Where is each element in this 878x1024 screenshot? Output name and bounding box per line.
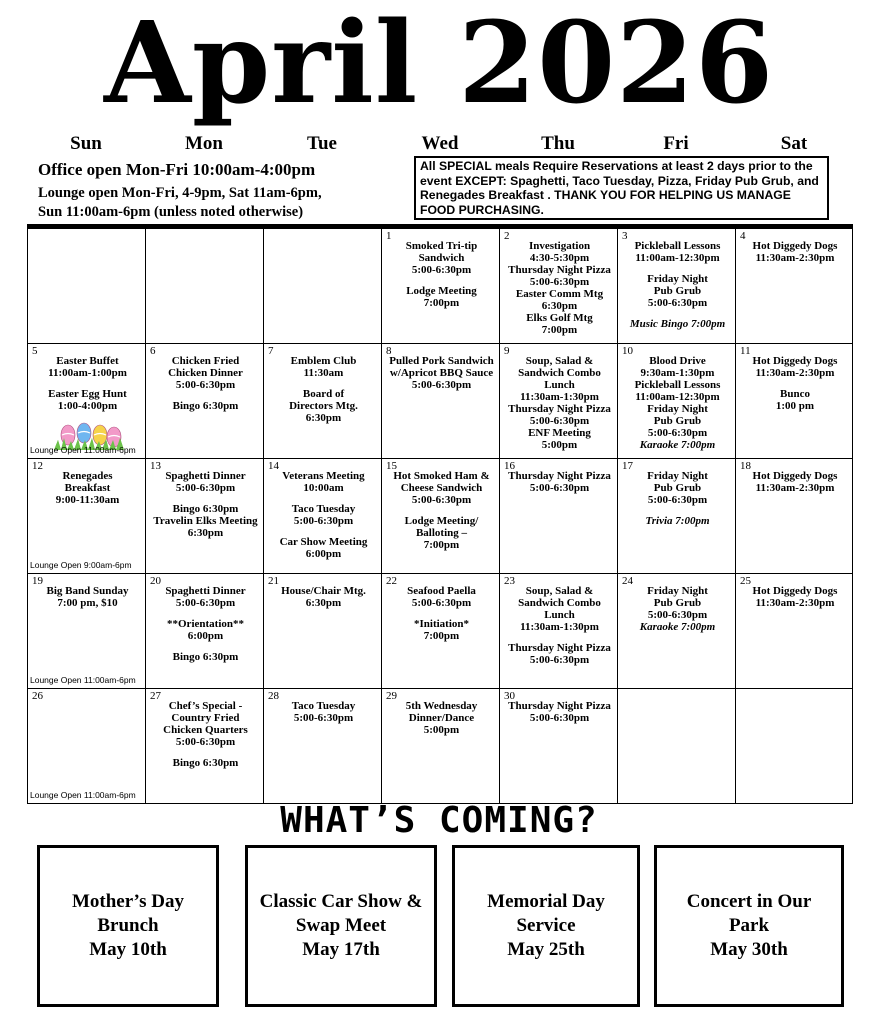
event-line: House/Chair Mtg.	[281, 585, 366, 597]
day-number: 26	[32, 690, 43, 702]
event-line: Elks Golf Mtg	[526, 312, 593, 324]
event-line: Balloting –	[415, 527, 468, 539]
event-line: 5:00-6:30pm	[175, 597, 236, 609]
event-line: Soup, Salad &	[525, 355, 594, 367]
day-events	[386, 585, 497, 642]
day-events	[268, 470, 379, 560]
event-line: Pickleball Lessons	[634, 240, 721, 252]
day-cell-6	[146, 344, 264, 459]
day-cell-30	[500, 689, 618, 804]
event-line: Pub Grub	[653, 285, 702, 297]
upcoming-event-line: May 25th	[507, 939, 585, 960]
day-number: 3	[622, 230, 628, 242]
event-line: Seafood Paella	[407, 585, 476, 597]
upcoming-event-line: May 10th	[89, 939, 167, 960]
day-number: 14	[268, 460, 279, 472]
empty-day-cell	[28, 229, 146, 344]
day-events	[504, 470, 615, 494]
event-line: 9:00-11:30am	[55, 494, 120, 506]
event-line: Chicken Quarters	[163, 724, 248, 736]
weekday-mon: Mon	[185, 133, 223, 154]
day-number: 20	[150, 575, 161, 587]
day-cell-27	[146, 689, 264, 804]
day-cell-18	[736, 459, 853, 574]
day-cell-11	[736, 344, 853, 459]
event-line: Dinner/Dance	[408, 712, 475, 724]
day-cell-7	[264, 344, 382, 459]
week-row	[28, 459, 853, 574]
day-events	[386, 700, 497, 736]
event-line: 5:00-6:30pm	[529, 482, 590, 494]
lounge-hours-line-1: Lounge open Mon-Fri, 4-9pm, Sat 11am-6pm,	[38, 185, 322, 201]
event-line: 5:00pm	[423, 724, 460, 736]
office-hours: Office open Mon-Fri 10:00am-4:00pm	[38, 160, 316, 179]
week-row	[28, 689, 853, 804]
day-number: 21	[268, 575, 279, 587]
day-cell-21	[264, 574, 382, 689]
event-line: Thursday Night Pizza	[508, 642, 611, 654]
whats-coming-heading: WHAT’S COMING?	[280, 800, 598, 841]
event-line: 11:30am-2:30pm	[755, 482, 835, 494]
day-number: 11	[740, 345, 751, 357]
event-line: Pub Grub	[653, 597, 702, 609]
event-line: 5:00-6:30pm	[529, 415, 590, 427]
upcoming-event-card	[452, 845, 640, 1007]
event-line: 5:00-6:30pm	[175, 482, 236, 494]
weekday-sat: Sat	[780, 133, 808, 154]
event-line: Easter Egg Hunt	[48, 388, 127, 400]
event-line: Hot Diggedy Dogs	[752, 240, 838, 252]
event-line: 11:30am-2:30pm	[755, 252, 835, 264]
event-line: Bunco	[780, 388, 810, 400]
event-line: Easter Buffet	[56, 355, 119, 367]
event-line: Friday Night	[647, 403, 708, 415]
event-line: Board of	[302, 388, 345, 400]
event-line: Thursday Night Pizza	[508, 403, 611, 415]
event-line: 5:00-6:30pm	[647, 427, 708, 439]
event-line: Sandwich Combo	[518, 367, 601, 379]
event-line: Trivia 7:00pm	[645, 515, 710, 527]
day-events	[386, 470, 497, 551]
day-number: 4	[740, 230, 746, 242]
event-line: Renegades	[62, 470, 113, 482]
event-line: 6:00pm	[187, 630, 224, 642]
event-line: 11:00am-12:30pm	[635, 252, 720, 264]
event-line: Music Bingo 7:00pm	[629, 318, 726, 330]
day-events	[386, 355, 497, 391]
event-line: 6:30pm	[305, 412, 342, 424]
week-row	[28, 344, 853, 459]
weekday-thu: Thu	[541, 133, 575, 154]
day-events	[504, 700, 615, 724]
event-line: 6:00pm	[305, 548, 342, 560]
day-cell-19	[28, 574, 146, 689]
event-line: Spaghetti Dinner	[165, 470, 246, 482]
event-line: Directors Mtg.	[289, 400, 358, 412]
event-line: 5:00-6:30pm	[175, 379, 236, 391]
event-line: 5:00-6:30pm	[293, 712, 354, 724]
reservation-notice: All SPECIAL meals Require Reservations at least 2 days prior to the event EXCEPT: Spaghetti, Taco Tuesday, Pizza, Friday Pub Grub, and Renegades Breakfast . THANK YOU FOR HELPING US MANAGE FOOD PURCHASING.	[414, 156, 829, 220]
event-line: Thursday Night Pizza	[508, 470, 611, 482]
event-line: 5:00-6:30pm	[647, 297, 708, 309]
lounge-open-note: Lounge Open 9:00am-6pm	[30, 560, 132, 570]
event-line: Lunch	[544, 379, 575, 391]
event-line: 5:00-6:30pm	[411, 379, 472, 391]
day-number: 12	[32, 460, 43, 472]
upcoming-event-line: Service	[516, 915, 576, 936]
lounge-open-note: Lounge Open 11:00am-6pm	[30, 790, 136, 800]
event-line: Hot Smoked Ham &	[393, 470, 490, 482]
weekday-sun: Sun	[70, 133, 102, 154]
day-events	[504, 240, 615, 336]
day-number: 17	[622, 460, 633, 472]
event-line: 5:00-6:30pm	[647, 494, 708, 506]
day-cell-26	[28, 689, 146, 804]
day-events	[150, 470, 261, 539]
event-line: w/Apricot BBQ Sauce	[389, 367, 494, 379]
upcoming-event-line: Brunch	[97, 915, 159, 936]
event-line: 1:00-4:00pm	[57, 400, 118, 412]
event-line: Cheese Sandwich	[400, 482, 483, 494]
event-line: Sandwich	[418, 252, 465, 264]
event-line: 11:30am-1:30pm	[520, 621, 599, 633]
event-line: Hot Diggedy Dogs	[752, 585, 838, 597]
day-cell-9	[500, 344, 618, 459]
event-line: 4:30-5:30pm	[529, 252, 590, 264]
event-line: Hot Diggedy Dogs	[752, 355, 838, 367]
day-events	[32, 585, 143, 609]
event-line: 5:00-6:30pm	[175, 736, 236, 748]
day-cell-3	[618, 229, 736, 344]
lounge-hours	[38, 184, 398, 222]
event-line: 5:00-6:30pm	[411, 597, 472, 609]
event-line: Bingo 6:30pm	[172, 400, 239, 412]
day-number: 13	[150, 460, 161, 472]
day-events	[622, 355, 733, 451]
day-cell-12	[28, 459, 146, 574]
lounge-open-note: Lounge Open 11:00am-6pm	[30, 445, 136, 455]
event-line: Thursday Night Pizza	[508, 264, 611, 276]
event-line: Bingo 6:30pm	[172, 757, 239, 769]
day-number: 30	[504, 690, 515, 702]
day-events	[386, 240, 497, 309]
day-events	[32, 470, 143, 506]
day-cell-22	[382, 574, 500, 689]
event-line: 5:00-6:30pm	[529, 276, 590, 288]
event-line: Blood Drive	[649, 355, 706, 367]
event-line: 7:00pm	[541, 324, 578, 336]
day-events	[268, 355, 379, 424]
event-line: Spaghetti Dinner	[165, 585, 246, 597]
event-line: 5:00-6:30pm	[411, 264, 472, 276]
event-line: 11:30am-1:30pm	[520, 391, 599, 403]
event-line: Soup, Salad &	[525, 585, 594, 597]
day-number: 9	[504, 345, 510, 357]
upcoming-event-line: May 17th	[302, 939, 380, 960]
event-line: Chef’s Special -	[168, 700, 243, 712]
day-number: 24	[622, 575, 633, 587]
calendar-grid	[27, 228, 853, 804]
event-line: Karaoke 7:00pm	[639, 439, 716, 451]
day-number: 23	[504, 575, 515, 587]
day-events	[622, 585, 733, 633]
empty-day-cell	[618, 689, 736, 804]
day-number: 7	[268, 345, 274, 357]
event-line: Pickleball Lessons	[634, 379, 721, 391]
day-events	[150, 355, 261, 412]
day-number: 16	[504, 460, 515, 472]
day-number: 28	[268, 690, 279, 702]
day-events	[622, 470, 733, 527]
upcoming-event-line: May 30th	[710, 939, 788, 960]
weekday-fri: Fri	[663, 133, 689, 154]
day-cell-24	[618, 574, 736, 689]
event-line: 6:30pm	[187, 527, 224, 539]
event-line: ENF Meeting	[528, 427, 591, 439]
event-line: 11:30am-2:30pm	[755, 597, 835, 609]
upcoming-event-card	[245, 845, 437, 1007]
event-line: Bingo 6:30pm	[172, 503, 239, 515]
day-events	[150, 585, 261, 663]
event-line: Smoked Tri-tip	[405, 240, 478, 252]
day-cell-29	[382, 689, 500, 804]
day-cell-2	[500, 229, 618, 344]
event-line: 7:00pm	[423, 297, 460, 309]
day-events	[740, 470, 850, 494]
day-cell-14	[264, 459, 382, 574]
event-line: 6:30pm	[541, 300, 578, 312]
day-number: 15	[386, 460, 397, 472]
event-line: Car Show Meeting	[279, 536, 368, 548]
event-line: Chicken Dinner	[168, 367, 243, 379]
upcoming-event-line: Concert in Our	[686, 891, 812, 912]
event-line: Breakfast	[64, 482, 111, 494]
event-line: Taco Tuesday	[291, 700, 356, 712]
day-number: 22	[386, 575, 397, 587]
week-row	[28, 574, 853, 689]
event-line: Taco Tuesday	[291, 503, 356, 515]
event-line: 11:00am-1:00pm	[48, 367, 127, 379]
event-line: Hot Diggedy Dogs	[752, 470, 838, 482]
event-line: 7:00pm	[423, 630, 460, 642]
upcoming-event-line: Park	[728, 915, 770, 936]
day-events	[740, 585, 850, 609]
day-number: 18	[740, 460, 751, 472]
day-events	[32, 355, 143, 412]
event-line: 10:00am	[303, 482, 344, 494]
day-number: 27	[150, 690, 161, 702]
weekday-tue: Tue	[307, 133, 337, 154]
week-row	[28, 229, 853, 344]
upcoming-event-card	[654, 845, 844, 1007]
day-cell-10	[618, 344, 736, 459]
day-cell-16	[500, 459, 618, 574]
day-number: 10	[622, 345, 633, 357]
day-cell-1	[382, 229, 500, 344]
day-cell-13	[146, 459, 264, 574]
weekday-wed: Wed	[421, 133, 459, 154]
day-cell-28	[264, 689, 382, 804]
day-cell-5	[28, 344, 146, 459]
event-line: Country Fried	[171, 712, 240, 724]
day-number: 25	[740, 575, 751, 587]
upcoming-event-line: Memorial Day	[487, 891, 605, 912]
event-line: 5:00-6:30pm	[529, 654, 590, 666]
day-events	[268, 700, 379, 724]
empty-day-cell	[264, 229, 382, 344]
event-line: 1:00 pm	[775, 400, 815, 412]
day-events	[504, 585, 615, 666]
event-line: **Orientation**	[167, 618, 244, 630]
event-line: Karaoke 7:00pm	[639, 621, 716, 633]
day-number: 2	[504, 230, 510, 242]
calendar-title: April 2026	[103, 0, 775, 129]
event-line: 5:00-6:30pm	[647, 609, 708, 621]
event-line: *Initiation*	[413, 618, 469, 630]
day-number: 29	[386, 690, 397, 702]
event-line: Pub Grub	[653, 482, 702, 494]
event-line: 9:30am-1:30pm	[640, 367, 715, 379]
event-line: Pub Grub	[653, 415, 702, 427]
day-events	[504, 355, 615, 451]
day-cell-20	[146, 574, 264, 689]
event-line: 5:00pm	[541, 439, 578, 451]
day-cell-4	[736, 229, 853, 344]
event-line: Lodge Meeting/	[404, 515, 479, 527]
event-line: Friday Night	[647, 470, 708, 482]
event-line: Thursday Night Pizza	[508, 700, 611, 712]
empty-day-cell	[736, 689, 853, 804]
event-line: Pulled Pork Sandwich	[389, 355, 494, 367]
event-line: Big Band Sunday	[46, 585, 129, 597]
lounge-open-note: Lounge Open 11:00am-6pm	[30, 675, 136, 685]
event-line: Easter Comm Mtg	[515, 288, 604, 300]
event-line: Lodge Meeting	[406, 285, 477, 297]
event-line: Friday Night	[647, 585, 708, 597]
event-line: Lunch	[544, 609, 575, 621]
event-line: 11:30am	[303, 367, 344, 379]
upcoming-event-line: Mother’s Day	[71, 891, 185, 912]
event-line: Emblem Club	[290, 355, 357, 367]
upcoming-event-line: Swap Meet	[295, 915, 387, 936]
event-line: 5:00-6:30pm	[293, 515, 354, 527]
event-line: Investigation	[528, 240, 591, 252]
event-line: Chicken Fried	[171, 355, 240, 367]
event-line: 5:00-6:30pm	[411, 494, 472, 506]
event-line: 7:00 pm, $10	[57, 597, 118, 609]
day-number: 8	[386, 345, 392, 357]
day-cell-23	[500, 574, 618, 689]
event-line: 5:00-6:30pm	[529, 712, 590, 724]
event-line: 11:00am-12:30pm	[635, 391, 720, 403]
empty-day-cell	[146, 229, 264, 344]
event-line: Travelin Elks Meeting	[153, 515, 258, 527]
lounge-hours-line-2: Sun 11:00am-6pm (unless noted otherwise)	[38, 204, 304, 220]
upcoming-event-line: Classic Car Show &	[259, 891, 423, 912]
event-line: Friday Night	[647, 273, 708, 285]
day-number: 6	[150, 345, 156, 357]
event-line: Sandwich Combo	[518, 597, 601, 609]
day-cell-17	[618, 459, 736, 574]
day-cell-15	[382, 459, 500, 574]
day-cell-8	[382, 344, 500, 459]
day-events	[740, 355, 850, 412]
day-events	[622, 240, 733, 330]
event-line: 7:00pm	[423, 539, 460, 551]
day-number: 1	[386, 230, 392, 242]
event-line: 5th Wednesday	[405, 700, 478, 712]
day-events	[268, 585, 379, 609]
event-line: Bingo 6:30pm	[172, 651, 239, 663]
day-number: 19	[32, 575, 43, 587]
day-events	[150, 700, 261, 769]
day-cell-25	[736, 574, 853, 689]
day-events	[740, 240, 850, 264]
event-line: 6:30pm	[305, 597, 342, 609]
upcoming-event-card	[37, 845, 219, 1007]
event-line: Veterans Meeting	[282, 470, 365, 482]
event-line: 11:30am-2:30pm	[755, 367, 835, 379]
day-number: 5	[32, 345, 38, 357]
